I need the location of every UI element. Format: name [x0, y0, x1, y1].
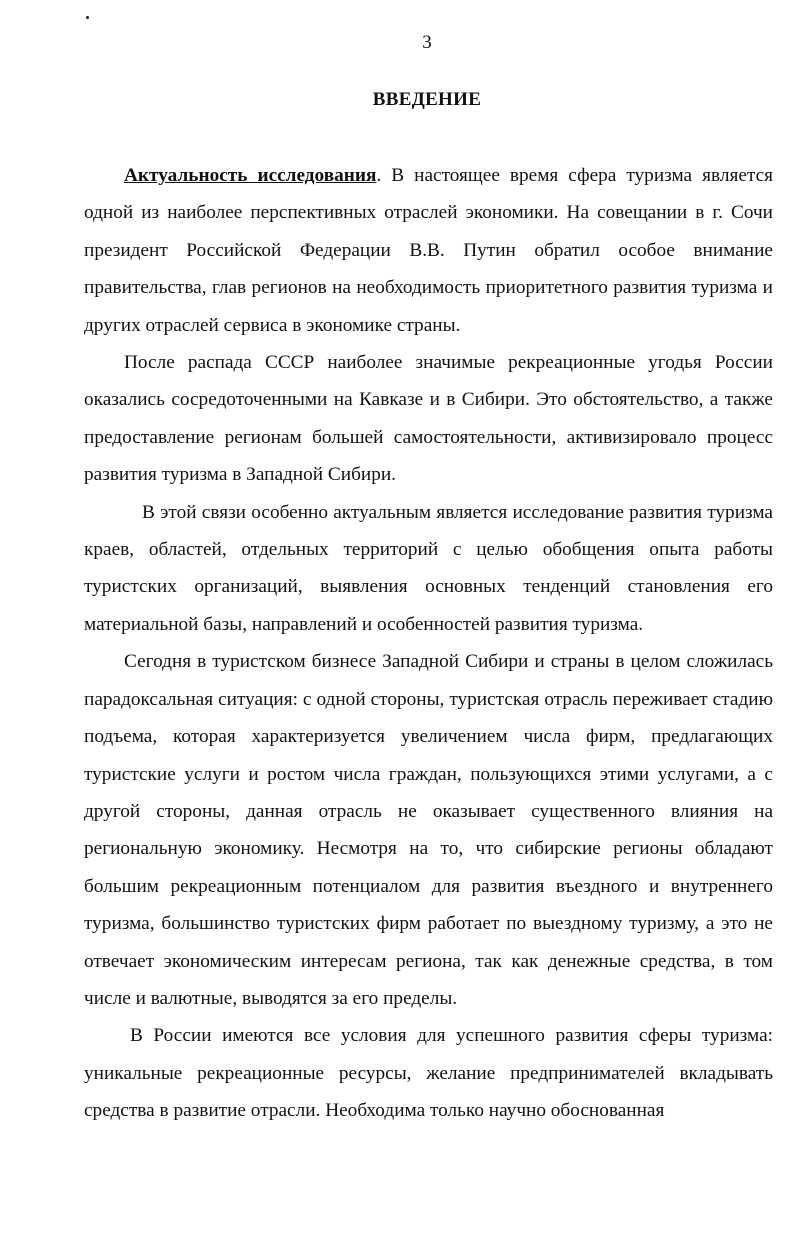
page-number: 3 — [422, 32, 432, 53]
paragraph-text: В России имеются все условия для успешного развития сферы туризма: уникальные рекреационные ресурсы, желание предпринимателей вкладывать средства в развитие отрасли. Необходима только научно обоснованная — [84, 1025, 773, 1122]
paragraph-research — [84, 494, 773, 644]
page-title: ВВЕДЕНИЕ — [372, 89, 482, 110]
paragraph-conditions — [84, 1017, 773, 1129]
document-body — [84, 157, 773, 1130]
paragraph-text: . В настоящее время сфера туризма является одной из наиболее перспективных отраслей экономики. На совещании в г. Сочи президент Российской Федерации В.В. Путин обратил особое внимание правительства, глав регионов на необходимость приоритетного развития туризма и других отраслей сервиса в экономике страны. — [84, 165, 773, 336]
paragraph-relevance — [84, 157, 773, 344]
paragraph-ussr — [84, 344, 773, 494]
paragraph-lead: Актуальность исследования — [124, 165, 377, 186]
paragraph-paradox — [84, 643, 773, 1017]
paragraph-text: В этой связи особенно актуальным является исследование развития туризма краев, областей, отдельных территорий с целью обобщения опыта работы туристских организаций, выявления основных тенденций становления его материальной базы, направлений и особенностей развития туризма. — [84, 501, 773, 635]
paragraph-text: После распада СССР наиболее значимые рекреационные угодья России оказались сосредоточенными на Кавказе и в Сибири. Это обстоятельство, а также предоставление регионам большей самостоятельности, активизировало процесс развития туризма в Западной Сибири. — [84, 352, 773, 486]
paragraph-text: Сегодня в туристском бизнесе Западной Сибири и страны в целом сложилась парадоксальная ситуация: с одной стороны, туристская отрасль переживает стадию подъема, которая характеризуется увеличением числа фирм, предлагающих туристские услуги и ростом числа граждан, пользующихся этими услугами, а с другой стороны, данная отрасль не оказывает существенного влияния на региональную экономику. Несмотря на то, что сибирские регионы обладают большим рекреационным потенциалом для развития въездного и внутреннего туризма, большинство туристских фирм работает по выездному туризму, а это не отвечает экономическим интересам региона, так как денежные средства, в том числе и валютные, выводятся за его пределы. — [84, 651, 773, 1009]
scan-speck — [86, 16, 89, 19]
